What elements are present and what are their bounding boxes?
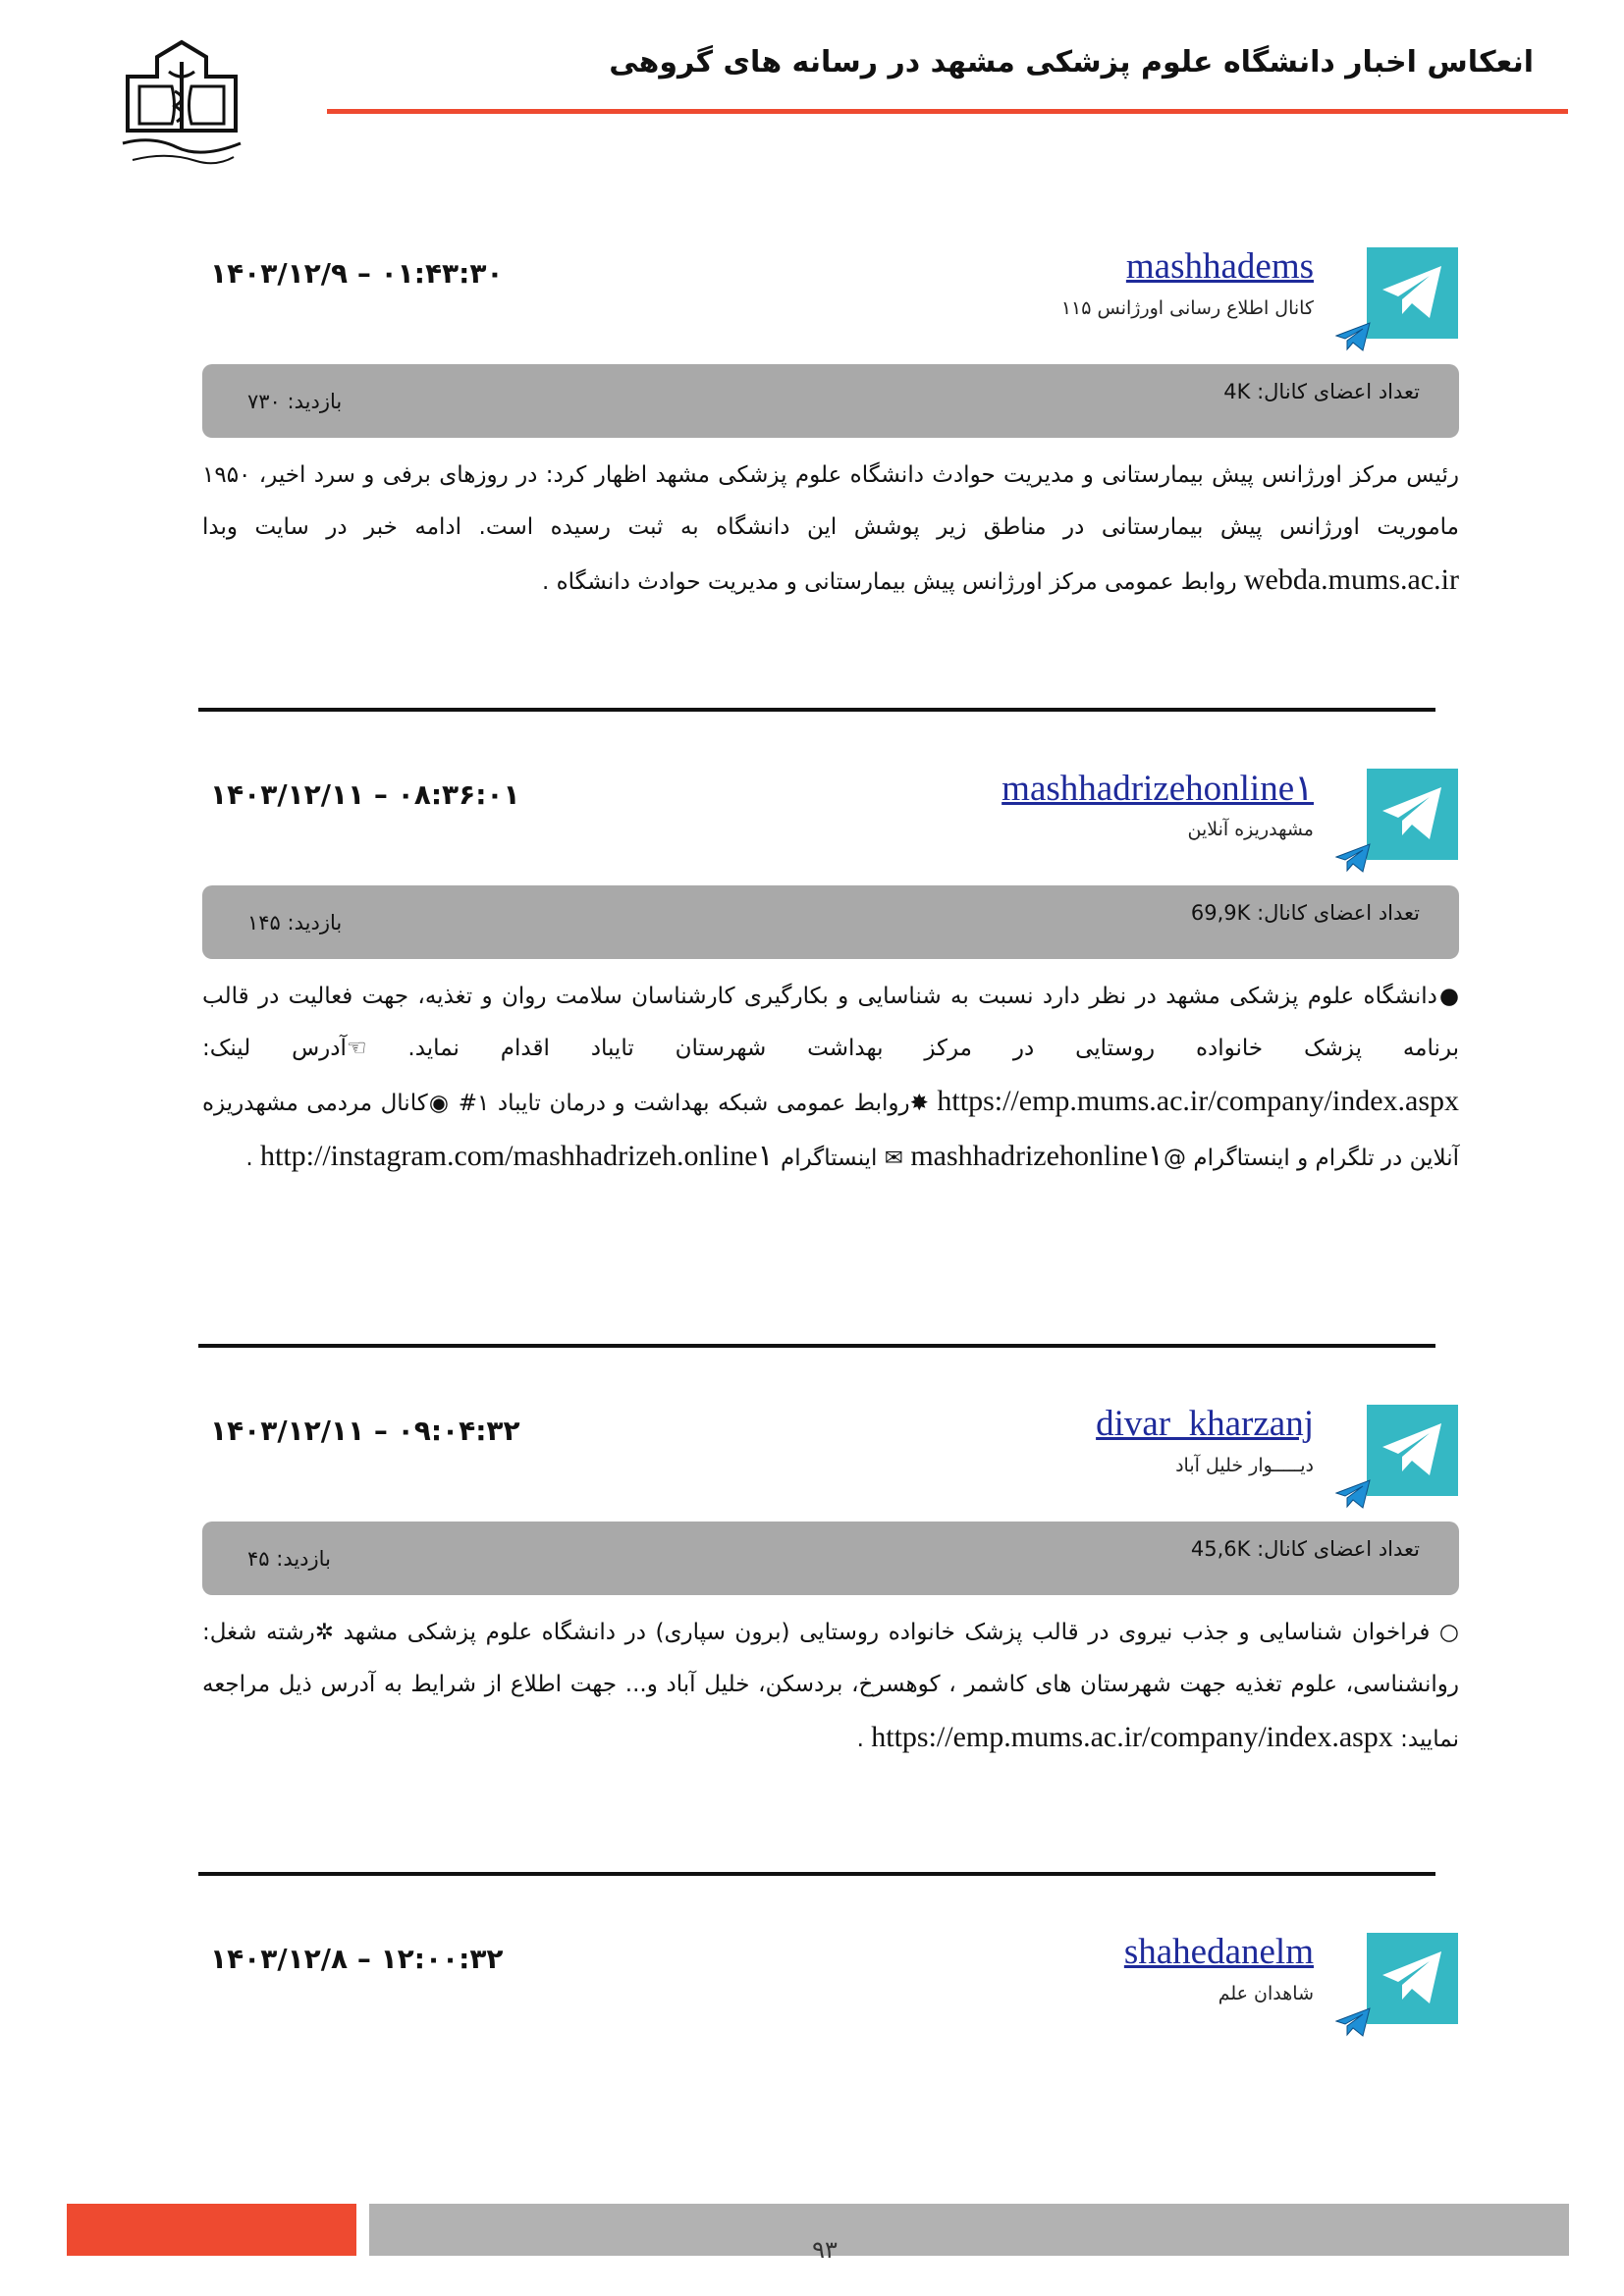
channel-description: دیـــــوار خلیل آباد	[1175, 1455, 1314, 1476]
channel-name-link[interactable]: shahedanelm	[1123, 1932, 1314, 1972]
post-link[interactable]: https://emp.mums.ac.ir/company/index.aspx	[871, 1721, 1393, 1753]
post-text-segment: .	[245, 1146, 260, 1171]
post-divider	[198, 1872, 1435, 1876]
post-datetime: ۱۴۰۳/۱۲/۱۱ – ۰۸:۳۶:۰۱	[210, 778, 520, 811]
channel-description: کانال اطلاع رسانی اورژانس ۱۱۵	[1060, 297, 1314, 319]
channel-description: شاهدان علم	[1218, 1983, 1314, 2004]
post-datetime: ۱۴۰۳/۱۲/۸ – ۱۲:۰۰:۳۲	[210, 1943, 504, 1975]
telegram-small-icon	[1335, 1478, 1371, 1510]
post-divider	[198, 1344, 1435, 1348]
stats-bar	[202, 364, 1459, 438]
university-logo	[118, 37, 245, 170]
post-text-segment: ✸روابط عمومی شبکه بهداشت و درمان تایباد ۱# ◉کانال مردمی مشهدریزه آنلاین در تلگرام و اینستاگرام @	[202, 1091, 1459, 1171]
member-count: تعداد اعضای کانال: 69,9K	[1190, 901, 1420, 925]
telegram-small-icon	[1335, 321, 1371, 352]
telegram-icon	[1380, 1949, 1443, 2007]
post-text-segment: ●دانشگاه علوم پزشکی مشهد در نظر دارد نسبت به شناسایی و بکارگیری کارشناسان سلامت روان و تغذیه، جهت فعالیت در قالب برنامه پزشک خانواده روستایی در مرکز بهداشت شهرستان تایباد اقدام نماید. ☜آدرس لینک:	[202, 984, 1459, 1061]
post-text-segment: ○ فراخوان شناسایی و جذب نیروی در قالب پزشک خانواده روستایی (برون سپاری) در دانشگاه علوم پزشکی مشهد ✲رشته شغل: روانشناسی، علوم تغذیه جهت شهرستان های کاشمر ، کوهسرخ، بردسکن، خلیل آباد و... جهت اطلاع از شرایط به آدرس ذیل مراجعه نمایید:	[202, 1620, 1459, 1752]
post-body	[202, 971, 1459, 1185]
header-divider	[327, 109, 1568, 114]
post-body	[202, 1607, 1459, 1766]
stats-bar	[202, 1522, 1459, 1595]
post-datetime: ۱۴۰۳/۱۲/۱۱ – ۰۹:۰۴:۳۲	[210, 1415, 520, 1447]
post-datetime: ۱۴۰۳/۱۲/۹ – ۰۱:۴۳:۳۰	[210, 257, 504, 290]
member-count: تعداد اعضای کانال: 45,6K	[1190, 1537, 1420, 1561]
page-number: ۹۳	[812, 2236, 838, 2264]
post-link[interactable]: webda.mums.ac.ir	[1243, 563, 1459, 596]
telegram-icon	[1380, 784, 1443, 843]
channel-avatar[interactable]	[1367, 769, 1458, 860]
telegram-icon	[1380, 263, 1443, 322]
page-header-title: انعکاس اخبار دانشگاه علوم پزشکی مشهد در رسانه های گروهی	[609, 45, 1534, 80]
footer-accent-bar	[67, 2204, 356, 2256]
telegram-icon	[1380, 1420, 1443, 1479]
post-text-segment: ✉ اینستاگرام	[773, 1146, 911, 1171]
channel-avatar[interactable]	[1367, 1933, 1458, 2024]
post-link[interactable]: https://emp.mums.ac.ir/company/index.aspx	[937, 1085, 1459, 1117]
post-body	[202, 450, 1459, 609]
view-count: بازدید: ۱۴۵	[247, 911, 343, 934]
post-text-segment: .	[856, 1727, 872, 1752]
channel-name-link[interactable]: mashhadems	[1125, 246, 1314, 287]
post-text-segment: روابط عمومی مرکز اورژانس پیش بیمارستانی و مدیریت حوادث دانشگاه .	[541, 569, 1244, 595]
view-count: بازدید: ۷۳۰	[247, 390, 343, 413]
post-divider	[198, 708, 1435, 712]
channel-name-link[interactable]: mashhadrizehonline۱	[1001, 769, 1314, 809]
channel-description: مشهدریزه آنلاین	[1187, 819, 1314, 840]
post-link[interactable]: http://instagram.com/mashhadrizeh.online۱	[260, 1140, 774, 1172]
telegram-small-icon	[1335, 2006, 1371, 2038]
channel-avatar[interactable]	[1367, 247, 1458, 339]
member-count: تعداد اعضای کانال: 4K	[1223, 380, 1420, 403]
channel-avatar[interactable]	[1367, 1405, 1458, 1496]
view-count: بازدید: ۴۵	[247, 1547, 331, 1571]
telegram-small-icon	[1335, 842, 1371, 874]
channel-name-link[interactable]: divar_kharzanj	[1096, 1404, 1314, 1444]
stats-bar	[202, 885, 1459, 959]
footer-bar	[369, 2204, 1569, 2256]
post-handle: mashhadrizehonline۱	[910, 1140, 1164, 1172]
post-text-segment: رئیس مرکز اورژانس پیش بیمارستانی و مدیریت حوادث دانشگاه علوم پزشکی مشهد اظهار کرد: در روزهای برفی و سرد اخیر، ۱۹۵۰ ماموریت اورژانس پیش بیمارستانی در مناطق زیر پوشش این دانشگاه به ثبت رسیده است. ادامه خبر در سایت وبدا	[202, 462, 1459, 540]
